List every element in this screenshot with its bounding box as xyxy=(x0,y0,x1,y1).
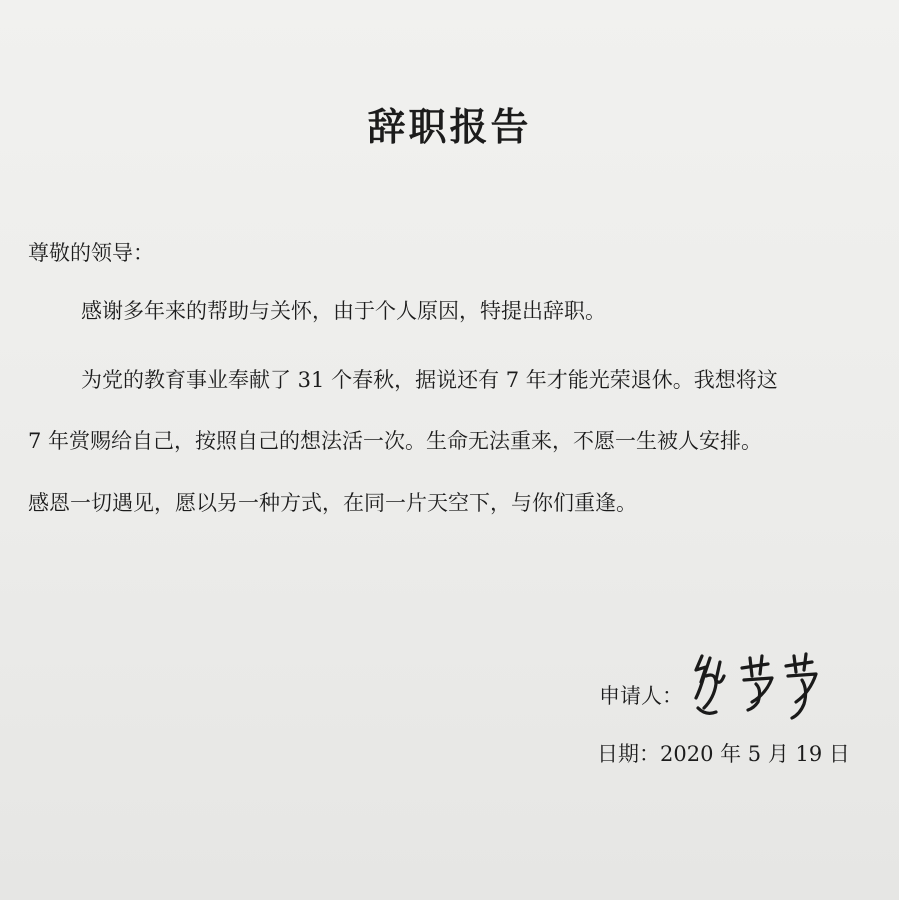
salutation: 尊敬的领导： xyxy=(28,241,154,265)
applicant-label: 申请人： xyxy=(599,684,683,708)
paragraph-farewell: 感恩一切遇见，愿以另一种方式，在同一片天空下，与你们重逢。 xyxy=(28,491,637,515)
paragraph-career-line-2: 7 年赏赐给自己，按照自己的想法活一次。生命无法重来，不愿一生被人安排。 xyxy=(28,429,763,453)
handwritten-signature xyxy=(686,646,836,726)
signature-date: 日期：2020 年 5 月 19 日 xyxy=(597,742,850,766)
document-title: 辞职报告 xyxy=(367,105,532,149)
paragraph-thanks: 感谢多年来的帮助与关怀，由于个人原因，特提出辞职。 xyxy=(81,299,606,323)
paragraph-career-line-1: 为党的教育事业奉献了 31 个春秋，据说还有 7 年才能光荣退休。我想将这 xyxy=(81,368,778,392)
